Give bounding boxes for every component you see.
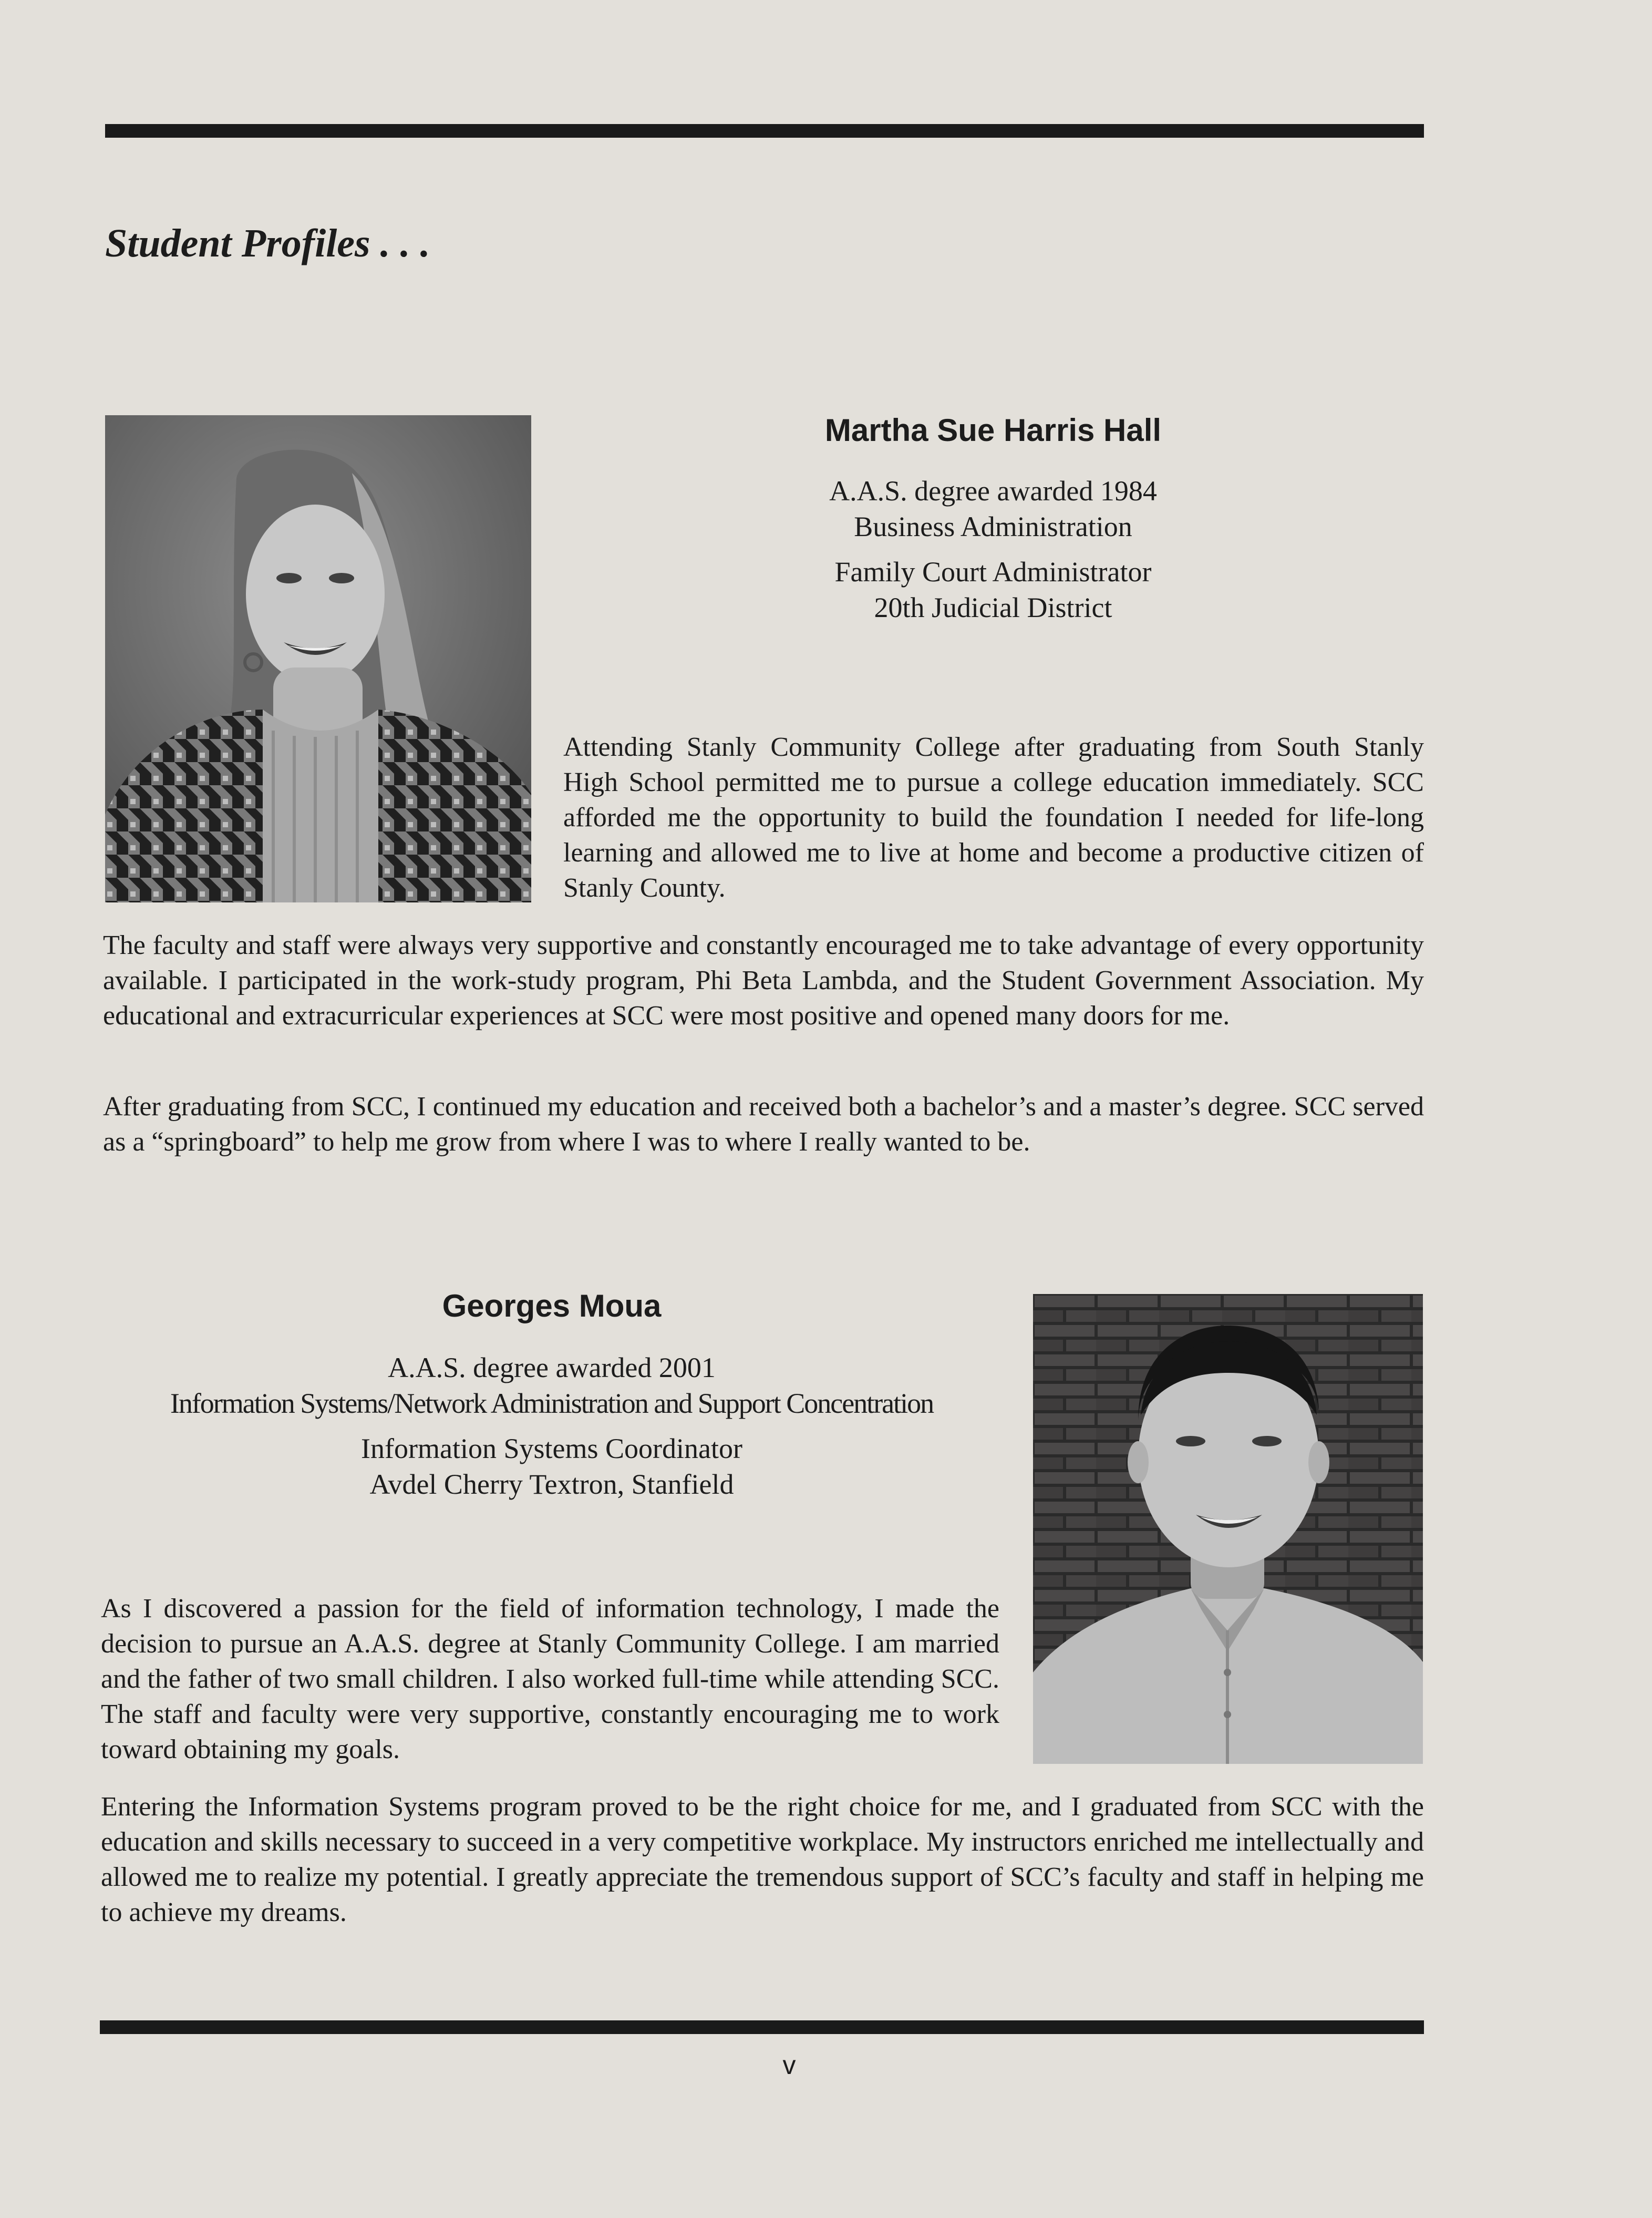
employer-line: 20th Judicial District <box>874 592 1112 623</box>
job-title-line: Information Systems Coordinator <box>361 1433 742 1464</box>
page-number: v <box>782 2050 796 2080</box>
program-line: Business Administration <box>854 511 1132 542</box>
section-title: Student Profiles . . . <box>105 221 430 265</box>
profile-paragraph: Entering the Information Systems program proved to be the right choice for me, and I graduated from SCC with the education and skills necessary to succeed in a very competitive workplace. My instructors enriched me intellectually and allowed me to realize my potential. I greatly appreciate the tremendous support of SCC’s faculty and staff in helping me to achieve my dreams. <box>101 1792 1424 1927</box>
degree-line: A.A.S. degree awarded 2001 <box>388 1352 716 1383</box>
employer-line: Avdel Cherry Textron, Stanfield <box>369 1469 734 1500</box>
profile-degree-moua <box>100 1350 1004 1421</box>
top-rule <box>105 124 1424 138</box>
profile-paragraph: As I discovered a passion for the field of information technology, I made the decision to pursue an A.A.S. degree at Stanly Community College. I am married and the father of two small children. I also worked full-time while attending SCC. The staff and faculty were very supportive, constantly encouraging me to work toward obtaining my goals. <box>101 1594 999 1764</box>
program-line: Information Systems/Network Administration and Support Concentration <box>170 1388 934 1419</box>
profile-paragraph: Attending Stanly Community College after graduating from South Stanly High School permitted me to pursue a college education immediately. SCC afforded me the opportunity to build the foundation I needed for life-long learning and allowed me to live at home and become a productive citizen of Stanly County. <box>563 732 1424 903</box>
profile-name-hall: Martha Sue Harris Hall <box>824 413 1162 448</box>
profile-name-moua: Georges Moua <box>442 1288 662 1323</box>
degree-line: A.A.S. degree awarded 1984 <box>829 475 1157 507</box>
profile-degree-hall <box>673 473 1314 545</box>
profile-paragraph: The faculty and staff were always very supportive and constantly encouraged me to take advantage of every opportunity available. I participated in the work-study program, Phi Beta Lambda, and the Student Government Association. My educational and extracurricular experiences at SCC were most positive and opened many doors for me. <box>103 930 1424 1031</box>
profile-photo-moua <box>1033 1294 1423 1764</box>
bottom-rule <box>100 2020 1424 2034</box>
profile-job-hall <box>673 554 1314 625</box>
profile-job-moua <box>100 1431 1004 1502</box>
job-title-line: Family Court Administrator <box>834 556 1152 588</box>
profile-photo-hall <box>105 415 531 902</box>
profile-paragraph: After graduating from SCC, I continued my education and received both a bachelor’s and a master’s degree. SCC served as a “springboard” to help me grow from where I was to where I really wanted to be. <box>103 1092 1424 1157</box>
